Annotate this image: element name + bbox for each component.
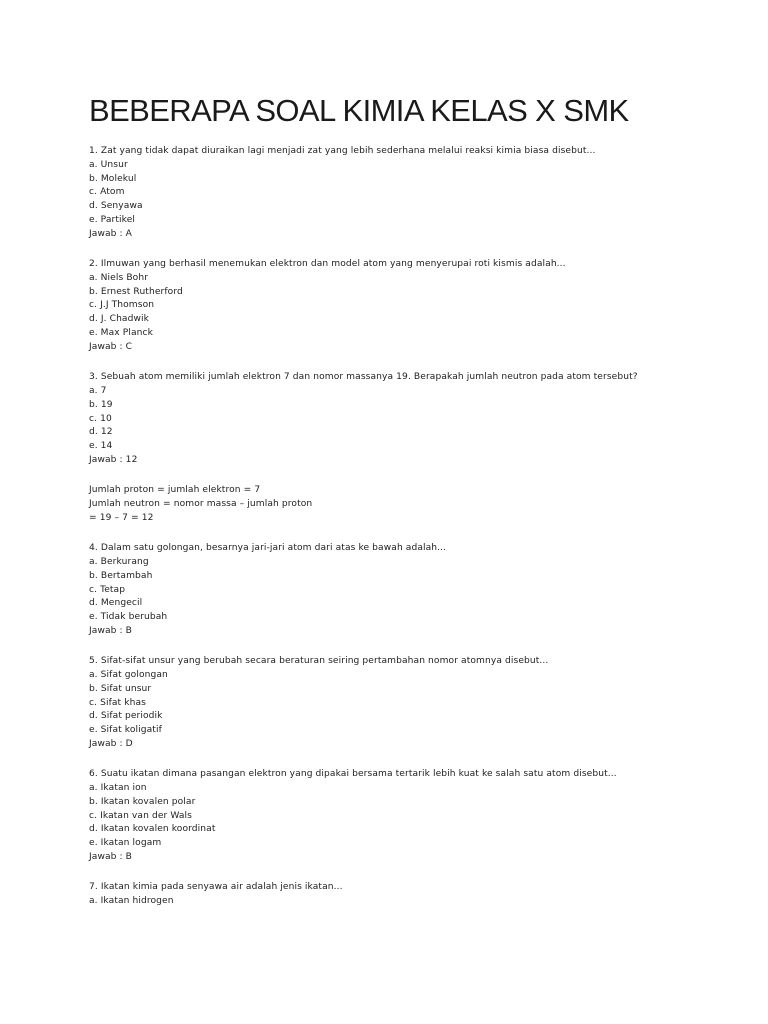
answer-text: Jawab : 12 xyxy=(89,454,138,465)
option-d: d. Sifat periodik xyxy=(89,711,163,722)
option-d: d. Mengecil xyxy=(89,598,143,609)
question-block xyxy=(89,768,739,865)
option-b: b. Ikatan kovalen polar xyxy=(89,796,196,807)
question-block xyxy=(89,542,739,639)
option-c: c. Tetap xyxy=(89,584,126,595)
option-e: e. Partikel xyxy=(89,214,136,225)
answer-text: Jawab : C xyxy=(89,341,133,352)
option-a: a. Berkurang xyxy=(89,556,149,567)
option-a: a. Niels Bohr xyxy=(89,272,149,283)
question-block xyxy=(89,258,739,355)
option-b: b. Sifat unsur xyxy=(89,683,152,694)
question-text: 5. Sifat-sifat unsur yang berubah secara beraturan seiring pertambahan nomor atomnya disebut... xyxy=(89,656,549,667)
option-a: a. 7 xyxy=(89,385,107,396)
option-c: c. J.J Thomson xyxy=(89,300,155,311)
option-a: a. Ikatan hidrogen xyxy=(89,896,174,907)
option-d: d. 12 xyxy=(89,427,113,438)
answer-text: Jawab : B xyxy=(89,625,133,636)
question-text: 2. Ilmuwan yang berhasil menemukan elektron dan model atom yang menyerupai roti kismis adalah... xyxy=(89,259,566,270)
question-text: 6. Suatu ikatan dimana pasangan elektron yang dipakai bersama tertarik lebih kuat ke salah satu atom disebut... xyxy=(89,769,617,780)
option-e: e. 14 xyxy=(89,441,113,452)
answer-text: Jawab : A xyxy=(89,228,133,239)
page-title: BEBERAPA SOAL KIMIA KELAS X SMK xyxy=(89,93,629,128)
option-c: c. 10 xyxy=(89,413,112,424)
option-b: b. 19 xyxy=(89,399,113,410)
document-content xyxy=(89,145,739,925)
option-e: e. Ikatan logam xyxy=(89,838,162,849)
option-a: a. Sifat golongan xyxy=(89,670,168,680)
option-d: d. J. Chadwik xyxy=(89,314,150,325)
question-block xyxy=(89,881,739,909)
option-b: b. Bertambah xyxy=(89,570,153,581)
question-text: 4. Dalam satu golongan, besarnya jari-jari atom dari atas ke bawah adalah... xyxy=(89,543,447,554)
answer-text: Jawab : D xyxy=(89,738,133,749)
answer-text: Jawab : B xyxy=(89,852,133,863)
question-text: 7. Ikatan kimia pada senyawa air adalah jenis ikatan... xyxy=(89,882,343,893)
option-b: b. Ernest Rutherford xyxy=(89,286,183,297)
option-e: e. Max Planck xyxy=(89,328,153,339)
option-c: c. Sifat khas xyxy=(89,697,146,708)
option-d: d. Ikatan kovalen koordinat xyxy=(89,824,216,835)
option-e: e. Tidak berubah xyxy=(89,612,168,623)
option-b: b. Molekul xyxy=(89,173,137,184)
question-block xyxy=(89,655,739,752)
question-block xyxy=(89,371,739,468)
question-block xyxy=(89,145,739,242)
explanation-block xyxy=(89,484,739,525)
explanation-line: Jumlah neutron = nomor massa – jumlah proton xyxy=(89,499,313,510)
option-a: a. Unsur xyxy=(89,159,128,170)
explanation-line: = 19 – 7 = 12 xyxy=(89,512,154,523)
option-e: e. Sifat koligatif xyxy=(89,725,162,736)
option-d: d. Senyawa xyxy=(89,201,143,212)
option-a: a. Ikatan ion xyxy=(89,783,147,794)
question-text: 1. Zat yang tidak dapat diuraikan lagi menjadi zat yang lebih sederhana melalui reaksi kimia biasa disebut... xyxy=(89,146,596,156)
explanation-line: Jumlah proton = jumlah elektron = 7 xyxy=(89,485,261,496)
question-text: 3. Sebuah atom memiliki jumlah elektron 7 dan nomor massanya 19. Berapakah jumlah neutron pada atom tersebut? xyxy=(89,372,638,383)
option-c: c. Ikatan van der Wals xyxy=(89,810,192,821)
option-c: c. Atom xyxy=(89,187,125,198)
